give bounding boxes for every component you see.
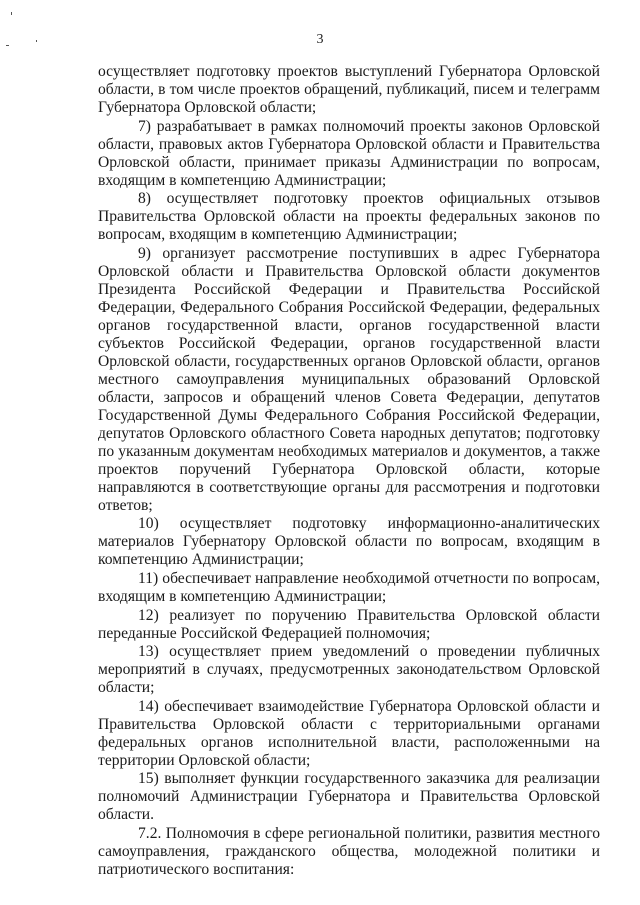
paragraph-item-13: 13) осуществляет прием уведомлений о проведении публичных мероприятий в случаях, предусмотренных законодательством Орловской области; [98, 643, 600, 697]
section-heading-7-2: 7.2. Полномочия в сфере региональной политики, развития местного самоуправления, гражданского общества, молодежной политики и патриотического воспитания: [98, 824, 600, 878]
paragraph-item-15: 15) выполняет функции государственного заказчика для реализации полномочий Администрации Губернатора и Правительства Орловской области. [98, 770, 600, 824]
paragraph-continuation: осуществляет подготовку проектов выступлений Губернатора Орловской области, в том числе проектов обращений, публикаций, писем и телеграмм Губернатора Орловской области; [98, 63, 600, 116]
page-number: 3 [316, 32, 324, 47]
paragraph-item-9: 9) организует рассмотрение поступивших в адрес Губернатора Орловской области и Правительства Орловской области документов Президента Российской Федерации и Правительства Российской Федерации, Федерального Собрания Российской Федерации, федеральных органов государственной власти, органов государственной власти субъектов Российской Федерации, органов государственной власти Орловской области, государственных органов Орловской области, органов местного самоуправления муниципальных образований Орловской области, запросов и обращений членов Совета Федерации, депутатов Государственной Думы Федерального Собрания Российской Федерации, депутатов Орловского областного Совета народных депутатов; подготовку по указанным документам необходимых материалов и документов, а также проектов поручений Губернатора Орловской области, которые направляются в соответствующие органы для рассмотрения и подготовки ответов; [98, 244, 600, 514]
paragraph-item-10: 10) осуществляет подготовку информационно-аналитических материалов Губернатору Орловской области по вопросам, входящим в компетенцию Администрации; [98, 515, 600, 569]
paragraph-item-7: 7) разрабатывает в рамках полномочий проекты законов Орловской области, правовых актов Губернатора Орловской области и Правительства Орловской области, принимает приказы Администрации по вопросам, входящим в компетенцию Администрации; [98, 117, 600, 189]
scan-artifact [11, 12, 12, 15]
paragraph-item-11: 11) обеспечивает направление необходимой отчетности по вопросам, входящим в компетенцию Администрации; [98, 569, 600, 605]
paragraph-item-14: 14) обеспечивает взаимодействие Губернатора Орловской области и Правительства Орловской области с территориальными органами федеральных органов исполнительной власти, расположенными на территории Орловской области; [98, 697, 600, 769]
paragraph-item-12: 12) реализует по поручению Правительства Орловской области переданные Российской Федерацией полномочия; [98, 606, 600, 642]
paragraph-item-8: 8) осуществляет подготовку проектов официальных отзывов Правительства Орловской области на проекты федеральных законов по вопросам, входящим в компетенцию Администрации; [98, 190, 600, 244]
document-body [98, 63, 600, 880]
